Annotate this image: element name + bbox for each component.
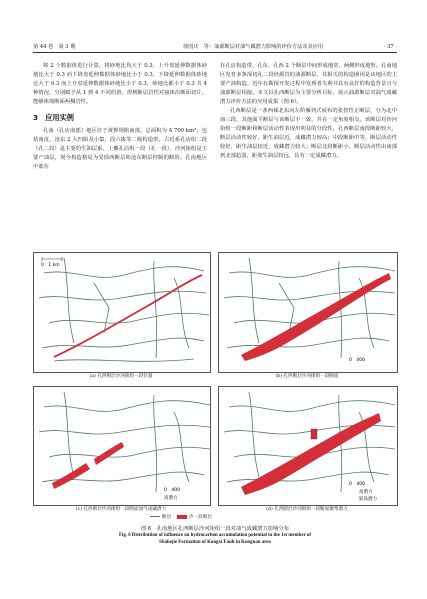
- figure-panel-d: [218, 386, 398, 506]
- caption-english-line1: Fig. 6 Distribution of influence on hydrocarbon accumulation potential in the 1st member of: [119, 533, 311, 538]
- scale-label: 0 400: [164, 488, 180, 493]
- scale-label: 0 1 km: [41, 263, 60, 268]
- caption-chinese: 图 6 孔南地区孔西断层沙河街组一段对油气成藏潜力影响分布: [140, 526, 290, 532]
- legend-label: 断层: [162, 515, 172, 520]
- paragraph: 将 2 个数据体进行计算，将砂地比均大于 0.3，上升盘延伸数据体砂地比大于 0.3 而下降盘延伸数据体砂地比小于 0.3，下降延伸数据体砂地比大于 0.3 而上升盘延伸数据体砂地比小于 0.3，砂地比都小于 0.3 共 4 种情况，分别赋予从 1 到 4 不同的值，得到断层岩性对接体沿断面切片，能够体现断面两侧岩性。: [33, 63, 207, 105]
- caption-english-line2: Shahejie Formation of Kongxi Fault in Kongnan area: [159, 540, 271, 545]
- right-column: [220, 62, 397, 161]
- left-column: [33, 62, 207, 172]
- legend-label: 沙一段断层: [189, 515, 213, 520]
- paragraph: 孔西断层是一条西倾北东向左阶雁列式展布的张扭性正断层，分为北中南三段，其他面平断层与该断层不一致，并在一定角度相交。该断层对沙河街组一段断距和断层活动性表现出明显的分段性，孔西断层南段断距较大，断层活动性较好，距生油层近，成藏潜力较高；中段断距中等，断层活动性较好，距生油层较近，成藏潜力较大；断层北段断距小，断层活动性由南部到北部趋弱，距离生油层较远，具有一定成藏潜力。: [220, 108, 397, 159]
- panel-b-caption: (b) 孔西断层沙河街组一段断面: [275, 374, 339, 379]
- section-heading: 3 应用实例: [33, 113, 74, 122]
- running-header: [33, 42, 397, 53]
- legend-swatch-fault: [150, 516, 160, 517]
- scale-label: 0 400: [349, 482, 365, 487]
- legend-swatch-member1-fault: [177, 515, 187, 519]
- potential-note: 高潜力: [359, 490, 373, 495]
- figure-panel-c: [33, 386, 211, 506]
- figure-panel-a: [33, 252, 211, 373]
- potential-note: 高潜力: [164, 496, 178, 501]
- figure-panel-b: [218, 252, 398, 373]
- potential-note: 较高潜力: [359, 497, 377, 502]
- figure-legend: [150, 514, 212, 520]
- figure-caption: [33, 524, 397, 546]
- panel-d-caption: (d) 孔西断层沙河街组一段断面聚集潜力: [266, 507, 348, 512]
- page-number: · 37 ·: [383, 44, 397, 50]
- panel-a-caption: (a) 孔西断层沙河街组一段位置: [89, 374, 153, 379]
- volume-issue: 第 44 卷 第 3 期: [33, 44, 76, 50]
- paragraph: 孔南（孔店南部）地区位于黄骅坳陷南部，总面积为 4 700 km²，包括南皮、沧东 2 大凹陷及小集、段六拨等二级构造带。古近系孔店组二段（孔二段）是主要的生油层系，上覆孔店组一段（孔一段）、沙河街组是主要产油层，现今构造格局为受徐西断层和沧东断层控制的断阶。孔南地区中部存: [33, 128, 207, 170]
- paragraph: 在孔店构造带、孔东、孔西 2 个断层中间形成地垒，两侧形成地堑。孔南地区发育多条深切孔二段烃源岩的油源断层，其相关的构造圈闭是该地区的主要产油构造。近年在勘探开发过程中发现者失利井具有良好的构造背景且与油源断层相接。本文以孔西断层为主要分析目标，展示油源断层对油气成藏潜力评价方法的应用成果（图 6）。: [220, 63, 397, 105]
- running-title: 徐国庆 等：油源断层对油气藏潜力影响的评价方法及其应用: [183, 44, 324, 50]
- scale-label: 0 400: [349, 358, 365, 363]
- panel-c-caption: (c) 孔西断层沙河街组一段断面油气成藏潜力: [75, 507, 167, 512]
